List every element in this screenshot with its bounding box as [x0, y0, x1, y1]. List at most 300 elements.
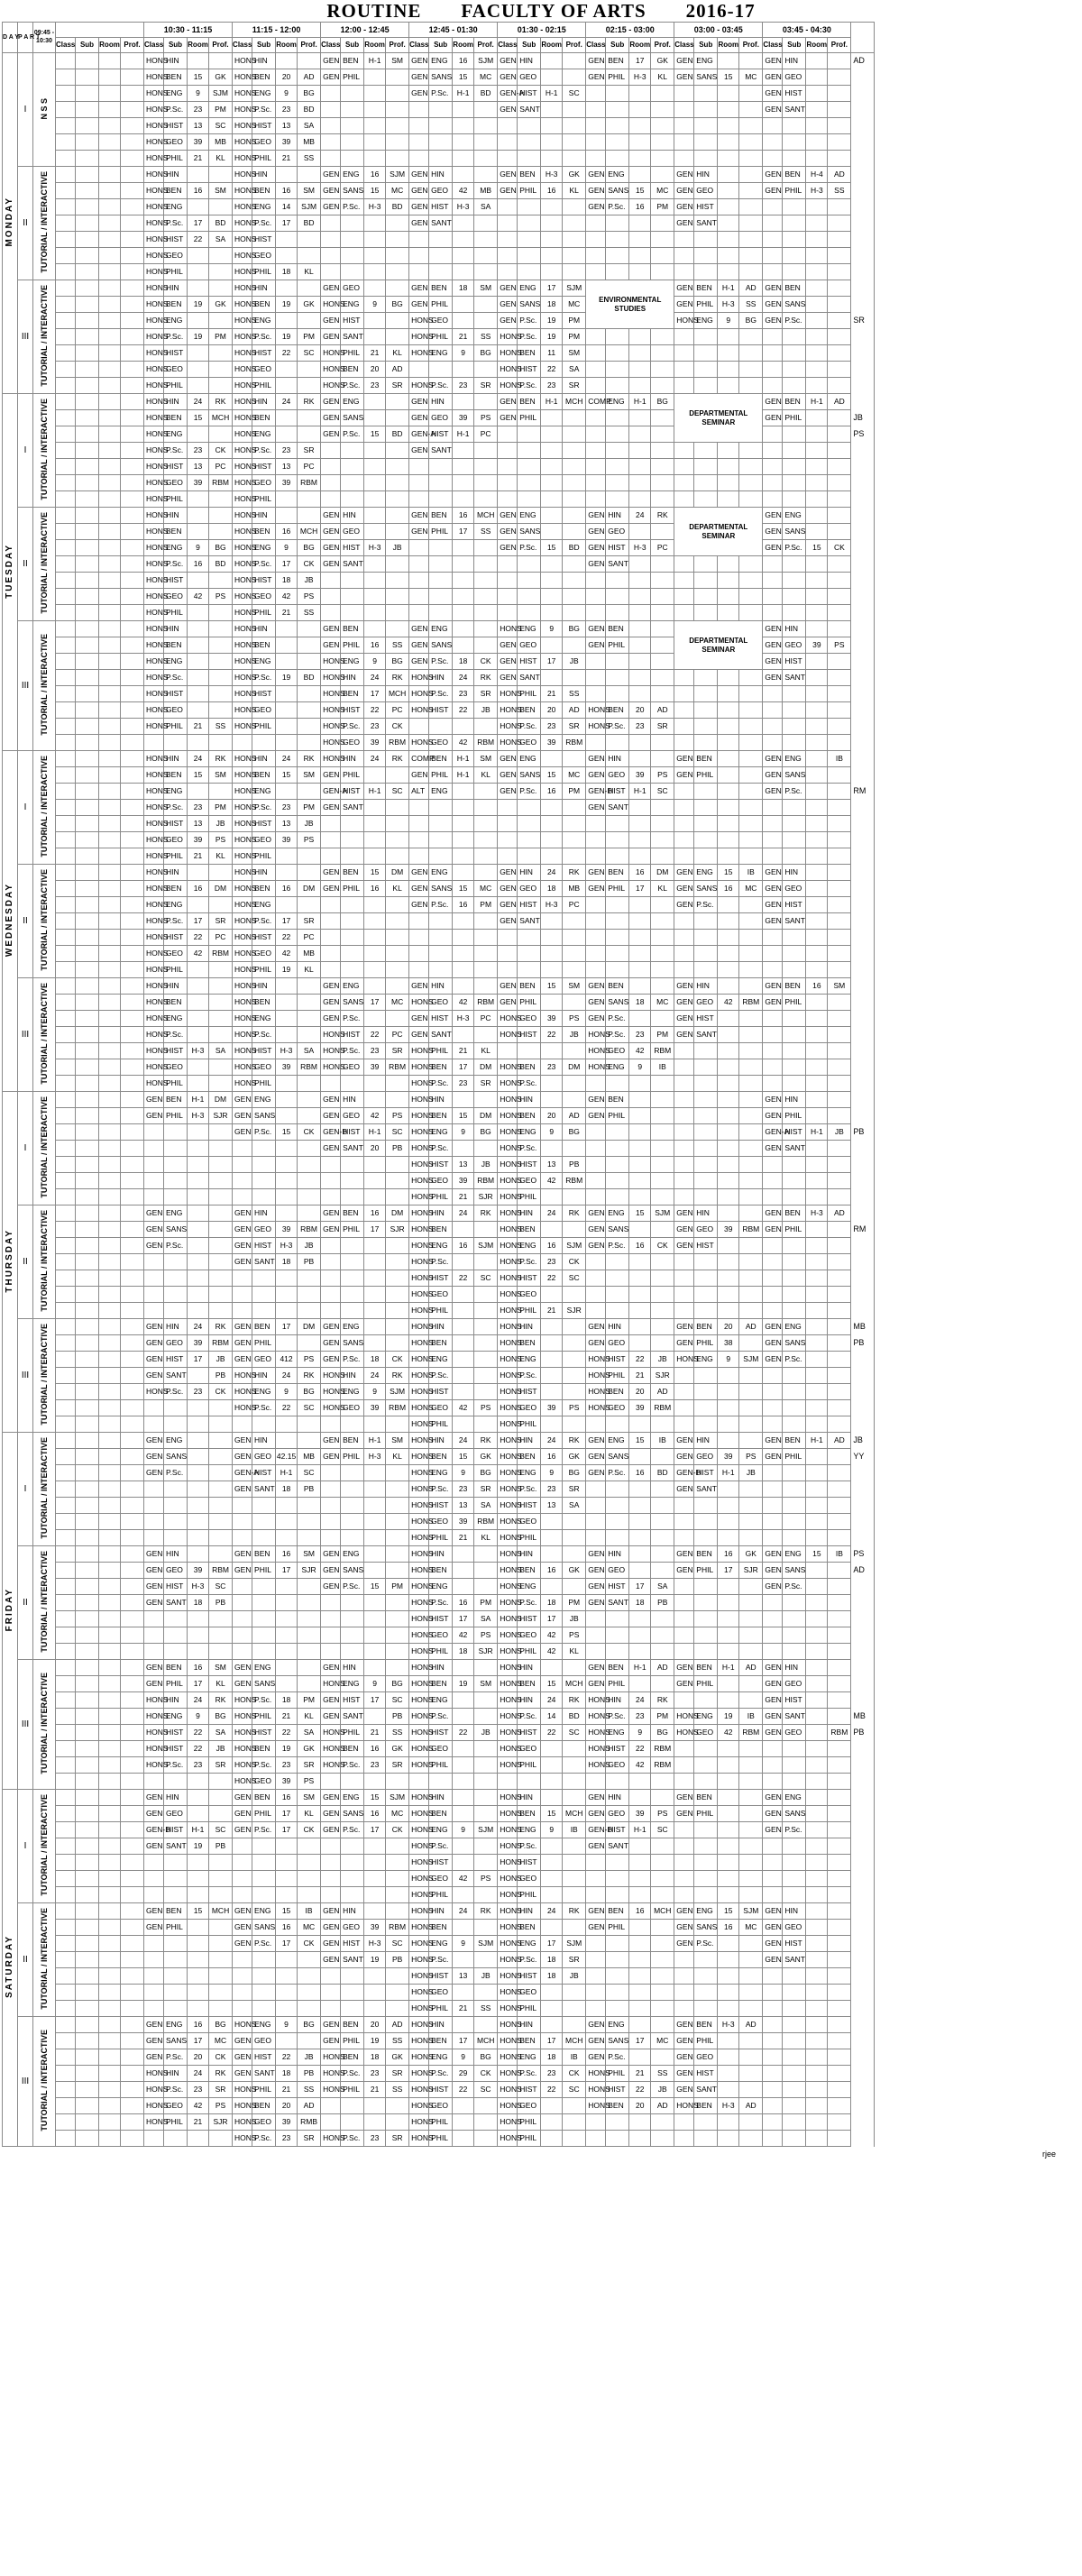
- slot-room: [364, 1903, 386, 1920]
- slot-cell: [144, 1871, 164, 1887]
- slot-cell: [76, 378, 99, 394]
- slot-cell: [56, 540, 76, 556]
- slot-class: GEN: [586, 1903, 606, 1920]
- slot-cell: [99, 686, 121, 702]
- time-slot-header: 10:30 - 11:15: [144, 23, 233, 38]
- slot-cell: [739, 151, 763, 167]
- slot-cell: [474, 573, 498, 589]
- slot-class: GEN: [763, 524, 783, 540]
- slot-room: [806, 1920, 828, 1936]
- slot-cell: [56, 1644, 76, 1660]
- slot-cell: [718, 2001, 739, 2017]
- slot-cell: [783, 1530, 806, 1546]
- slot-sub: ENG: [341, 1546, 364, 1563]
- slot-prof: PS: [209, 2098, 233, 2114]
- slot-room: 42: [541, 1627, 563, 1644]
- slot-cell: [341, 605, 364, 621]
- slot-prof: PM: [209, 102, 233, 118]
- table-row: [3, 248, 1057, 264]
- slot-cell: [718, 816, 739, 832]
- slot-class: HONS: [321, 345, 341, 362]
- slot-sub: HIN: [429, 670, 453, 686]
- slot-cell: [739, 1498, 763, 1514]
- slot-sub: P.Sc.: [606, 2049, 629, 2066]
- slot-class: HONS: [144, 1692, 164, 1709]
- slot-sub: ENG: [694, 53, 718, 69]
- side-note: [851, 1173, 875, 1189]
- slot-cell: [651, 1173, 674, 1189]
- slot-sub: GEO: [429, 410, 453, 426]
- slot-sub: SANS: [252, 1676, 276, 1692]
- slot-cell: [629, 264, 651, 280]
- slot-prof: [474, 1709, 498, 1725]
- slot-cell: [99, 1416, 121, 1433]
- slot-sub: HIN: [164, 1790, 188, 1806]
- slot-sub: BEN: [341, 865, 364, 881]
- slot-prof: BG: [209, 540, 233, 556]
- slot-prof: PM: [474, 897, 498, 913]
- slot-prof: [739, 751, 763, 767]
- slot-cell: [828, 1644, 851, 1660]
- slot-prof: MC: [739, 1920, 763, 1936]
- day-label: [3, 53, 18, 394]
- slot-cell: [541, 491, 563, 508]
- slot-class: GEN: [498, 751, 518, 767]
- slot-sub: ENG: [518, 1352, 541, 1368]
- slot-cell: [763, 1855, 783, 1871]
- slot-sub: BEN: [606, 1903, 629, 1920]
- slot-sub: HIST: [783, 1124, 806, 1141]
- slot-cell: [586, 1644, 606, 1660]
- slot-sub: HIST: [164, 1043, 188, 1059]
- slot-cell: [541, 589, 563, 605]
- slot-cell: [121, 1611, 144, 1627]
- slot-prof: PB: [209, 1595, 233, 1611]
- slot-sub: P.Sc.: [518, 378, 541, 394]
- slot-class: GEN: [409, 394, 429, 410]
- slot-cell: [694, 2001, 718, 2017]
- slot-room: 9: [541, 1465, 563, 1481]
- slot-cell: [364, 1254, 386, 1270]
- slot-class: HONS: [498, 1871, 518, 1887]
- slot-prof: [563, 1855, 586, 1871]
- slot-class: HONS: [233, 329, 252, 345]
- slot-cell: [828, 1855, 851, 1871]
- slot-cell: [188, 1855, 209, 1871]
- slot-prof: GK: [474, 1449, 498, 1465]
- slot-cell: [783, 1076, 806, 1092]
- slot-sub: PHIL: [252, 1563, 276, 1579]
- slot-cell: [674, 946, 694, 962]
- slot-cell: [586, 151, 606, 167]
- slot-room: 22: [188, 930, 209, 946]
- slot-prof: SJM: [386, 167, 409, 183]
- slot-sub: PHIL: [518, 2131, 541, 2147]
- slot-cell: [252, 1985, 276, 2001]
- slot-room: 15: [453, 1108, 474, 1124]
- slot-cell: [364, 102, 386, 118]
- slot-cell: [121, 524, 144, 540]
- slot-cell: [674, 118, 694, 134]
- slot-cell: [341, 443, 364, 459]
- slot-prof: [828, 1449, 851, 1465]
- slot-cell: [121, 573, 144, 589]
- slot-cell: [629, 1270, 651, 1287]
- slot-class: GEN: [321, 1546, 341, 1563]
- slot-class: GEN: [586, 524, 606, 540]
- side-note: [851, 1644, 875, 1660]
- slot-cell: [739, 1627, 763, 1644]
- slot-cell: [606, 1968, 629, 1985]
- slot-cell: [694, 946, 718, 962]
- slot-cell: [56, 459, 76, 475]
- slot-cell: [718, 1741, 739, 1757]
- slot-room: [364, 767, 386, 784]
- slot-cell: [674, 1400, 694, 1416]
- slot-cell: [828, 2114, 851, 2131]
- slot-sub: GEO: [164, 248, 188, 264]
- slot-cell: [586, 2114, 606, 2131]
- slot-class: GEN: [233, 1676, 252, 1692]
- slot-cell: [99, 1205, 121, 1222]
- slot-sub: ENG: [341, 167, 364, 183]
- slot-cell: [341, 248, 364, 264]
- slot-room: 24: [629, 1692, 651, 1709]
- slot-room: H-3: [629, 540, 651, 556]
- slot-cell: [651, 329, 674, 345]
- slot-cell: [56, 1319, 76, 1335]
- slot-sub: P.Sc.: [429, 1952, 453, 1968]
- slot-class: HONS: [498, 1011, 518, 1027]
- slot-cell: [563, 118, 586, 134]
- slot-prof: [828, 102, 851, 118]
- slot-prof: IB: [651, 1433, 674, 1449]
- slot-room: 24: [453, 1903, 474, 1920]
- slot-sub: HIN: [164, 621, 188, 637]
- slot-prof: SJR: [739, 1563, 763, 1579]
- slot-cell: [164, 1254, 188, 1270]
- slot-class: GEN: [763, 508, 783, 524]
- slot-sub: ENG: [341, 297, 364, 313]
- slot-cell: [718, 1985, 739, 2001]
- slot-cell: [341, 1644, 364, 1660]
- slot-cell: [674, 345, 694, 362]
- slot-note: DEPARTMENTAL SEMINAR: [674, 394, 763, 443]
- slot-cell: [76, 1465, 99, 1481]
- slot-cell: [606, 1514, 629, 1530]
- slot-cell: [806, 329, 828, 345]
- slot-cell: [806, 2082, 828, 2098]
- slot-sub: GEO: [606, 1335, 629, 1352]
- slot-cell: [783, 2114, 806, 2131]
- slot-room: [276, 508, 298, 524]
- slot-sub: SANS: [164, 1449, 188, 1465]
- slot-cell: [606, 1530, 629, 1546]
- slot-cell: [121, 865, 144, 881]
- slot-sub: P.Sc.: [164, 2082, 188, 2098]
- slot-cell: [783, 345, 806, 362]
- slot-cell: [498, 475, 518, 491]
- slot-class: GEN: [144, 1092, 164, 1108]
- slot-sub: P.Sc.: [252, 913, 276, 930]
- slot-class: GEN: [321, 1141, 341, 1157]
- slot-cell: [541, 930, 563, 946]
- slot-cell: [121, 1806, 144, 1822]
- slot-class: GEN: [498, 394, 518, 410]
- slot-cell: [651, 426, 674, 443]
- slot-room: [718, 2049, 739, 2066]
- slot-cell: [498, 1043, 518, 1059]
- slot-sub: HIN: [252, 1205, 276, 1222]
- slot-sub: GEO: [429, 1514, 453, 1530]
- slot-prof: SJM: [298, 199, 321, 215]
- slot-sub: PHIL: [518, 2114, 541, 2131]
- slot-cell: [606, 1076, 629, 1092]
- slot-prof: IB: [828, 751, 851, 767]
- slot-room: [718, 2066, 739, 2082]
- slot-sub: BEN: [783, 1205, 806, 1222]
- slot-cell: [651, 2001, 674, 2017]
- part-label: I: [18, 394, 33, 508]
- slot-cell: [498, 800, 518, 816]
- slot-cell: [56, 848, 76, 865]
- slot-room: 42: [541, 1644, 563, 1660]
- slot-note: DEPARTMENTAL SEMINAR: [674, 621, 763, 670]
- slot-cell: [164, 1985, 188, 2001]
- slot-sub: HIST: [341, 313, 364, 329]
- slot-prof: SS: [386, 2033, 409, 2049]
- slot-room: 39: [364, 1059, 386, 1076]
- slot-cell: [298, 1968, 321, 1985]
- slot-sub: SANT: [694, 215, 718, 232]
- slot-cell: [694, 1157, 718, 1173]
- slot-class: HONS: [144, 556, 164, 573]
- slot-room: [453, 784, 474, 800]
- slot-room: 42: [453, 183, 474, 199]
- slot-cell: [694, 362, 718, 378]
- slot-cell: [386, 134, 409, 151]
- slot-cell: [674, 1887, 694, 1903]
- table-row: [3, 183, 1057, 199]
- slot-class: HONS: [498, 1563, 518, 1579]
- slot-class: HONS: [233, 362, 252, 378]
- slot-cell: [674, 459, 694, 475]
- side-note: [851, 962, 875, 978]
- slot-cell: [121, 1368, 144, 1384]
- slot-prof: JB: [209, 816, 233, 832]
- slot-cell: [718, 1530, 739, 1546]
- slot-room: 9: [453, 1465, 474, 1481]
- slot-cell: [474, 1774, 498, 1790]
- slot-room: [276, 1092, 298, 1108]
- slot-class: HONS: [409, 1059, 429, 1076]
- slot-room: 15: [364, 1579, 386, 1595]
- slot-cell: [56, 2114, 76, 2131]
- slot-cell: [321, 1514, 341, 1530]
- slot-cell: [783, 362, 806, 378]
- slot-sub: ENG: [341, 394, 364, 410]
- slot-prof: DM: [209, 881, 233, 897]
- slot-cell: [144, 1627, 164, 1644]
- slot-cell: [606, 1498, 629, 1514]
- slot-cell: [364, 1514, 386, 1530]
- slot-class: HONS: [233, 508, 252, 524]
- slot-cell: [453, 362, 474, 378]
- slot-prof: JB: [651, 1352, 674, 1368]
- slot-cell: [586, 2131, 606, 2147]
- slot-room: [453, 1287, 474, 1303]
- table-row: [3, 1887, 1057, 1903]
- slot-class: GEN: [144, 2017, 164, 2033]
- slot-cell: [806, 151, 828, 167]
- slot-prof: [828, 1676, 851, 1692]
- slot-cell: [674, 1774, 694, 1790]
- slot-class: GEN: [586, 865, 606, 881]
- table-row: [3, 86, 1057, 102]
- slot-prof: PM: [298, 329, 321, 345]
- slot-cell: [606, 86, 629, 102]
- slot-room: 16: [276, 1546, 298, 1563]
- slot-sub: HIN: [252, 865, 276, 881]
- slot-class: HONS: [144, 313, 164, 329]
- slot-cell: [586, 1627, 606, 1644]
- slot-prof: AD: [739, 280, 763, 297]
- slot-cell: [783, 1514, 806, 1530]
- slot-prof: [739, 53, 763, 69]
- slot-cell: [783, 962, 806, 978]
- slot-prof: RBM: [563, 735, 586, 751]
- slot-sub: ENG: [164, 199, 188, 215]
- slot-cell: [99, 167, 121, 183]
- slot-room: 15: [629, 1205, 651, 1222]
- slot-cell: [718, 605, 739, 621]
- slot-class: GEN: [321, 280, 341, 297]
- slot-sub: ENG: [252, 1903, 276, 1920]
- slot-cell: [341, 1254, 364, 1270]
- slot-room: 16: [453, 1238, 474, 1254]
- slot-cell: [629, 2131, 651, 2147]
- slot-cell: [783, 573, 806, 589]
- slot-prof: [474, 1563, 498, 1579]
- slot-class: HONS: [144, 848, 164, 865]
- slot-class: GEN: [144, 1595, 164, 1611]
- slot-cell: [76, 1514, 99, 1530]
- slot-sub: BEN: [606, 621, 629, 637]
- slot-cell: [629, 1627, 651, 1644]
- slot-cell: [763, 1627, 783, 1644]
- slot-cell: [409, 248, 429, 264]
- slot-class: HONS: [233, 702, 252, 719]
- slot-cell: [121, 1822, 144, 1838]
- slot-room: [453, 1887, 474, 1903]
- slot-class: GEN: [674, 1563, 694, 1579]
- slot-prof: CK: [298, 1822, 321, 1838]
- slot-sub: PHIL: [783, 410, 806, 426]
- slot-sub: SANT: [341, 1141, 364, 1157]
- slot-cell: [763, 800, 783, 816]
- slot-class: GEN: [321, 978, 341, 995]
- slot-room: 20: [364, 2017, 386, 2033]
- slot-cell: [474, 946, 498, 962]
- slot-class: GEN: [674, 1660, 694, 1676]
- slot-cell: [121, 443, 144, 459]
- slot-cell: [121, 2098, 144, 2114]
- slot-cell: [828, 345, 851, 362]
- slot-cell: [674, 1985, 694, 2001]
- slot-cell: [828, 1384, 851, 1400]
- slot-prof: SC: [298, 345, 321, 362]
- slot-cell: [144, 1498, 164, 1514]
- slot-room: [364, 1660, 386, 1676]
- slot-cell: [651, 1611, 674, 1627]
- slot-room: 23: [453, 686, 474, 702]
- slot-room: H-1: [453, 426, 474, 443]
- slot-cell: [518, 491, 541, 508]
- slot-sub: GEO: [518, 637, 541, 654]
- slot-prof: [474, 1303, 498, 1319]
- slot-room: [453, 1709, 474, 1725]
- slot-cell: [563, 443, 586, 459]
- slot-sub: BEN: [164, 995, 188, 1011]
- slot-prof: RBM: [298, 1222, 321, 1238]
- slot-cell: [739, 378, 763, 394]
- slot-cell: [276, 1611, 298, 1627]
- slot-room: [453, 1352, 474, 1368]
- side-note: YY: [851, 1449, 875, 1465]
- slot-prof: PS: [298, 589, 321, 605]
- slot-prof: [474, 1660, 498, 1676]
- slot-room: [188, 280, 209, 297]
- table-row: [3, 1871, 1057, 1887]
- slot-class: HONS: [498, 1822, 518, 1838]
- slot-room: [188, 1205, 209, 1222]
- slot-prof: GK: [563, 1563, 586, 1579]
- slot-cell: [409, 816, 429, 832]
- slot-cell: [606, 670, 629, 686]
- slot-room: [453, 1027, 474, 1043]
- slot-cell: [56, 881, 76, 897]
- slot-sub: PHIL: [783, 183, 806, 199]
- slot-sub: PHIL: [164, 2114, 188, 2131]
- time-slot-header: 02:15 - 03:00: [586, 23, 674, 38]
- slot-cell: [99, 1335, 121, 1352]
- slot-cell: [341, 2098, 364, 2114]
- slot-sub: PHIL: [606, 1368, 629, 1384]
- slot-prof: JB: [474, 1725, 498, 1741]
- slot-class: GEN: [674, 199, 694, 215]
- slot-prof: BG: [739, 313, 763, 329]
- slot-sub: ENG: [518, 1822, 541, 1838]
- slot-cell: [144, 1530, 164, 1546]
- slot-sub: ENG: [252, 654, 276, 670]
- slot-room: [188, 345, 209, 362]
- slot-prof: CK: [474, 2066, 498, 2082]
- slot-prof: AD: [298, 69, 321, 86]
- slot-cell: [164, 1514, 188, 1530]
- table-row: [3, 1254, 1057, 1270]
- slot-cell: [763, 1384, 783, 1400]
- slot-class: GEN: [321, 2033, 341, 2049]
- slot-sub: HIST: [164, 232, 188, 248]
- sub-header: Class: [674, 38, 694, 53]
- slot-room: 19: [718, 1709, 739, 1725]
- slot-cell: [56, 1189, 76, 1205]
- slot-cell: [498, 248, 518, 264]
- slot-cell: [763, 1838, 783, 1855]
- slot-cell: [586, 930, 606, 946]
- slot-cell: [209, 1416, 233, 1433]
- slot-room: 13: [453, 1968, 474, 1985]
